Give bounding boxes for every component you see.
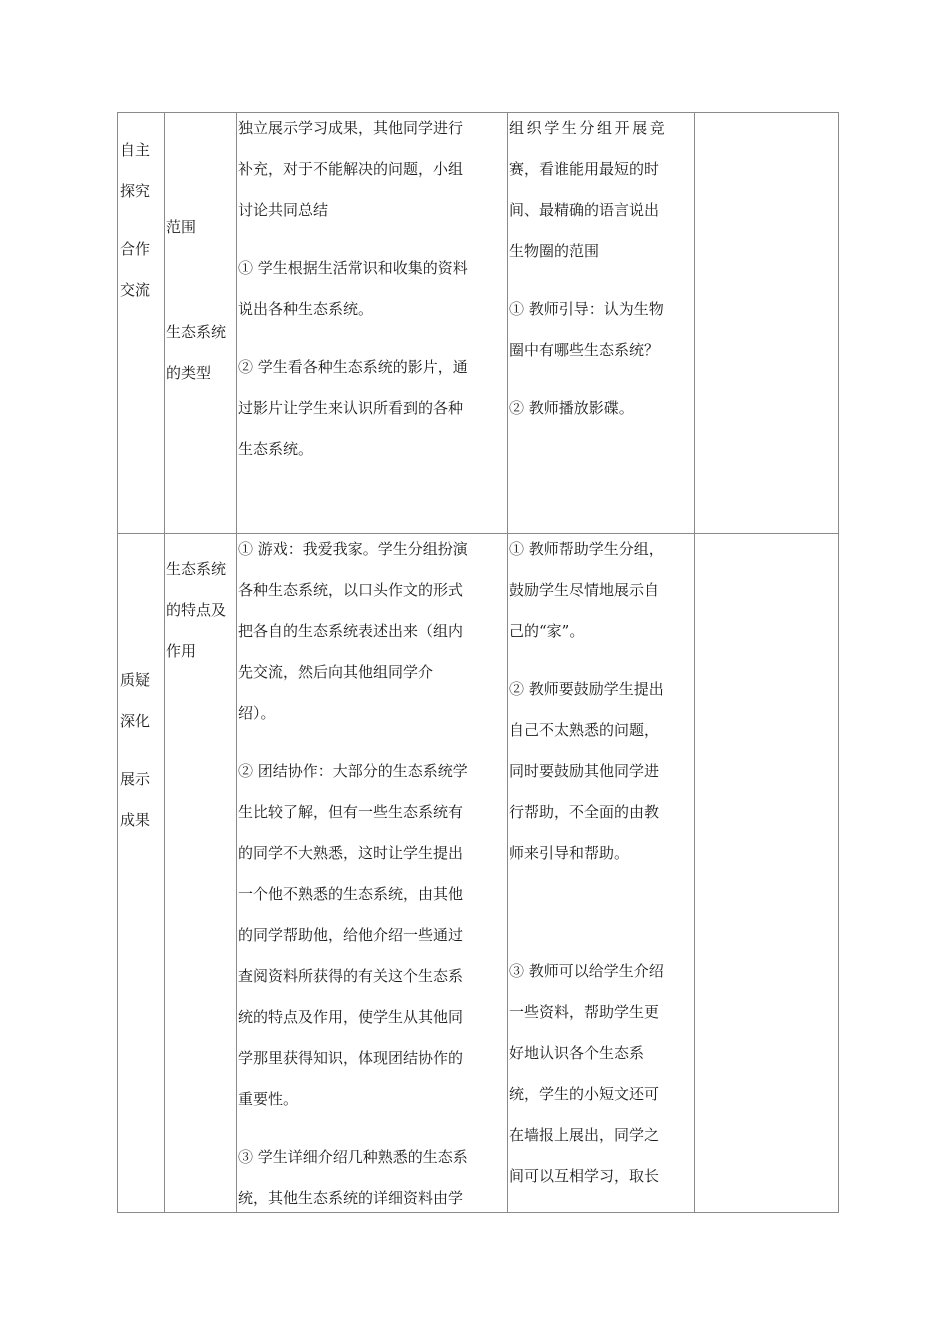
- student-text: 说出各种生态系统。: [238, 300, 374, 318]
- teacher-text: ③ 教师可以给学生介绍: [509, 962, 664, 980]
- table-row: [118, 113, 839, 534]
- student-text: 各种生态系统，以口头作文的形式: [238, 581, 464, 599]
- note-cell: [695, 113, 839, 534]
- student-text: 先交流，然后向其他组同学介: [238, 663, 434, 681]
- stage-text: 质疑: [120, 671, 151, 689]
- student-text: 一个他不熟悉的生态系统，由其他: [238, 885, 464, 903]
- teacher-text: 在墙报上展出，同学之: [509, 1126, 660, 1144]
- student-text: 把各自的生态系统表述出来（组内: [238, 622, 464, 640]
- content-cell: [165, 113, 237, 534]
- teacher-text: 圈中有哪些生态系统？: [509, 341, 660, 359]
- teacher-text: 生物圈的范围: [509, 242, 600, 260]
- teacher-text: 一些资料，帮助学生更: [509, 1003, 660, 1021]
- table-row: [118, 534, 839, 1213]
- teacher-text: 己的“家”。: [509, 622, 585, 640]
- content-text: 的特点及: [166, 601, 227, 619]
- content-text: 作用: [166, 642, 197, 660]
- student-text: 独立展示学习成果，其他同学进行: [238, 119, 464, 137]
- student-text: 生比较了解，但有一些生态系统有: [238, 803, 464, 821]
- stage-text: 交流: [120, 281, 151, 299]
- stage-cell: [118, 534, 165, 1213]
- teacher-text: 同时要鼓励其他同学进: [509, 762, 660, 780]
- lesson-plan-table: [117, 112, 839, 1213]
- teacher-text: 师来引导和帮助。: [509, 844, 630, 862]
- student-text: ① 学生根据生活常识和收集的资料: [238, 259, 468, 277]
- student-text: 的同学帮助他，给他介绍一些通过: [238, 926, 464, 944]
- teacher-text: 组织学生分组开展竞: [509, 119, 668, 137]
- student-text: 补充，对于不能解决的问题，小组: [238, 160, 464, 178]
- note-cell: [695, 534, 839, 1213]
- student-activity-cell: [237, 113, 508, 534]
- teacher-text: ① 教师帮助学生分组，: [509, 540, 664, 558]
- teacher-activity-cell: [508, 534, 695, 1213]
- student-text: 统，其他生态系统的详细资料由学: [238, 1189, 464, 1207]
- student-text: 讨论共同总结: [238, 201, 329, 219]
- stage-text: 展示: [120, 770, 151, 788]
- stage-text: 成果: [120, 811, 151, 829]
- stage-text: 合作: [120, 240, 151, 258]
- stage-text: 自主: [120, 141, 151, 159]
- student-text: ① 游戏：我爱我家。学生分组扮演: [238, 540, 468, 558]
- stage-text: 深化: [120, 712, 151, 730]
- student-text: ③ 学生详细介绍几种熟悉的生态系: [238, 1148, 468, 1166]
- teacher-text: 行帮助，不全面的由教: [509, 803, 660, 821]
- teacher-text: 间可以互相学习，取长: [509, 1167, 660, 1185]
- teacher-activity-cell: [508, 113, 695, 534]
- content-text: 生态系统: [166, 323, 227, 341]
- student-text: ② 团结协作：大部分的生态系统学: [238, 762, 468, 780]
- student-text: 统的特点及作用，使学生从其他同: [238, 1008, 464, 1026]
- teacher-text: 间、最精确的语言说出: [509, 201, 660, 219]
- student-text: ② 学生看各种生态系统的影片，通: [238, 358, 468, 376]
- teacher-text: ② 教师要鼓励学生提出: [509, 680, 664, 698]
- teacher-text: ① 教师引导：认为生物: [509, 300, 664, 318]
- teacher-text: 鼓励学生尽情地展示自: [509, 581, 660, 599]
- student-text: 过影片让学生来认识所看到的各种: [238, 399, 464, 417]
- teacher-text: ② 教师播放影碟。: [509, 399, 634, 417]
- content-text: 范围: [166, 218, 197, 236]
- teacher-text: 自己不太熟悉的问题，: [509, 721, 660, 739]
- student-text: 学那里获得知识，体现团结协作的: [238, 1049, 464, 1067]
- stage-text: 探究: [120, 182, 151, 200]
- student-text: 查阅资料所获得的有关这个生态系: [238, 967, 464, 985]
- stage-cell: [118, 113, 165, 534]
- student-text: 绍）。: [238, 704, 276, 722]
- content-cell: [165, 534, 237, 1213]
- teacher-text: 统，学生的小短文还可: [509, 1085, 660, 1103]
- student-text: 的同学不大熟悉，这时让学生提出: [238, 844, 464, 862]
- student-activity-cell: [237, 534, 508, 1213]
- teacher-text: 赛，看谁能用最短的时: [509, 160, 660, 178]
- student-text: 重要性。: [238, 1090, 299, 1108]
- teacher-text: 好地认识各个生态系: [509, 1044, 645, 1062]
- content-text: 的类型: [166, 364, 212, 382]
- content-text: 生态系统: [166, 560, 227, 578]
- student-text: 生态系统。: [238, 440, 314, 458]
